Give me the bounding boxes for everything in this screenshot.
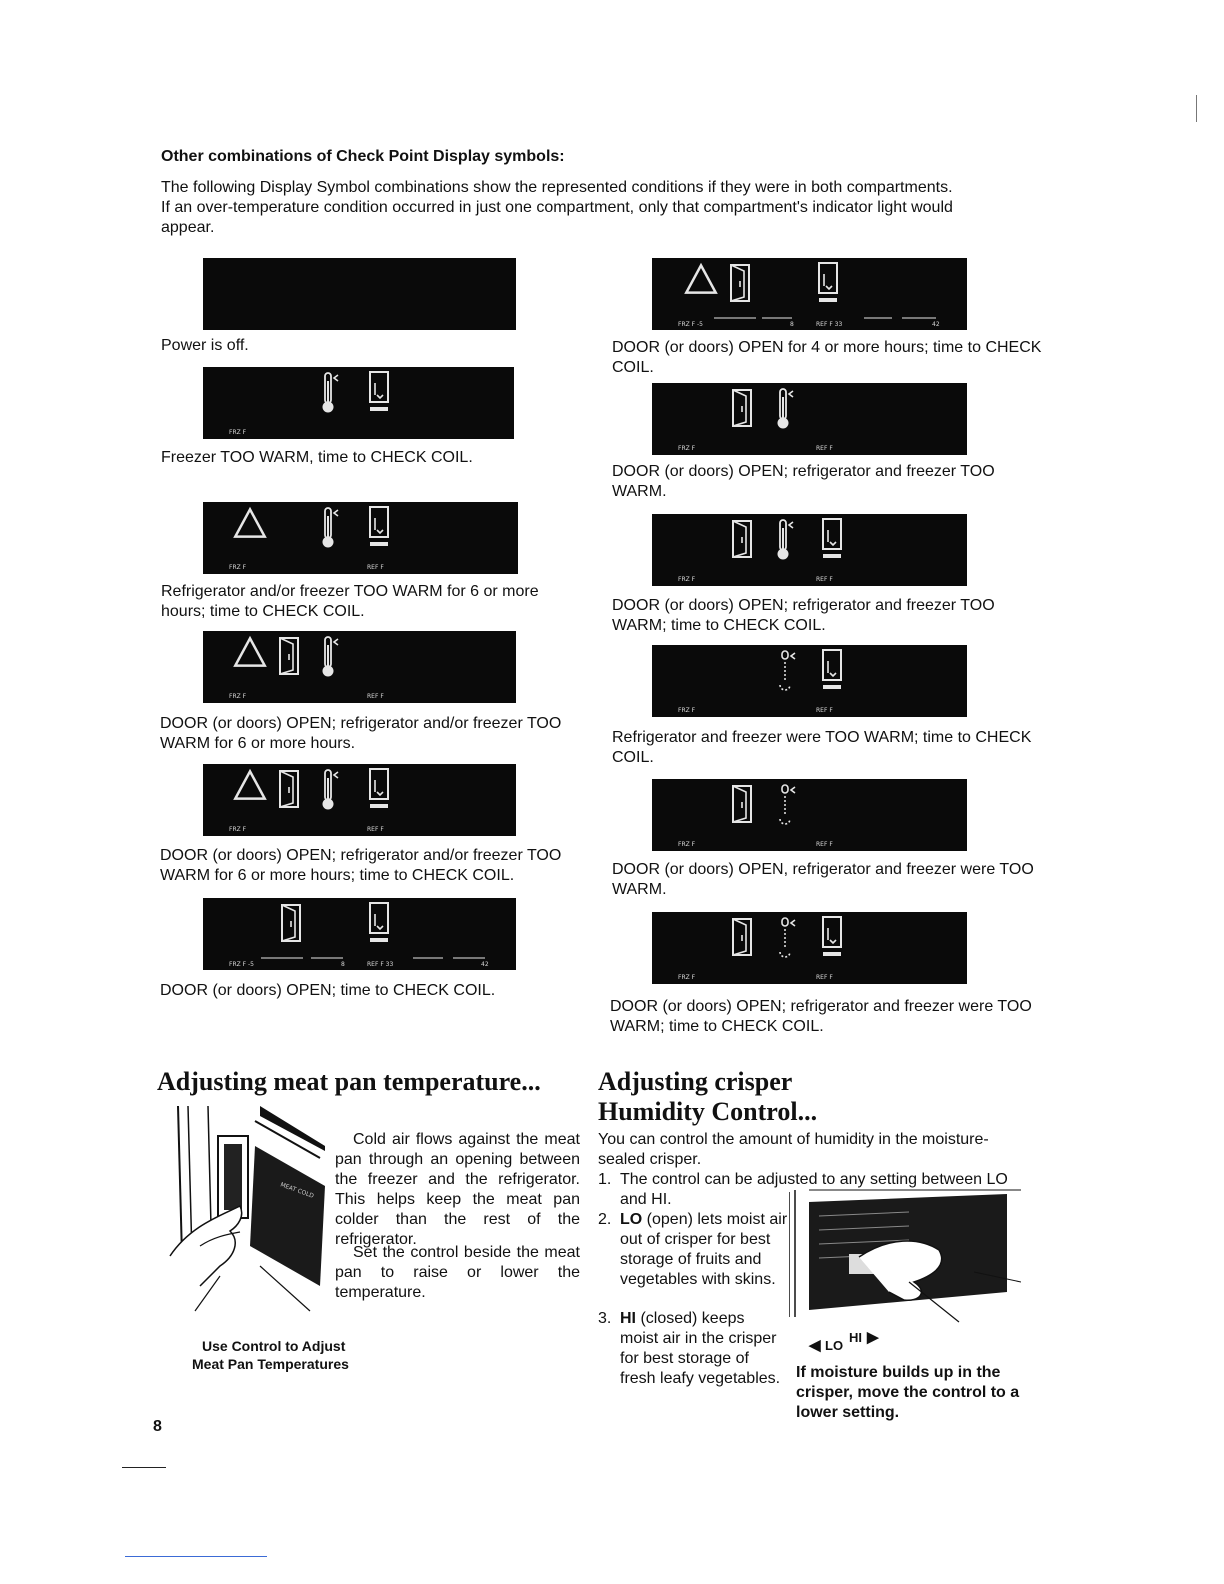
display-caption: Refrigerator and/or freezer TOO WARM for 6 or more hours; time to CHECK COIL.	[161, 583, 539, 620]
thermometer-icon	[323, 637, 339, 677]
dotted-thermometer-icon	[780, 651, 795, 690]
meat-pan-paragraph-1: Cold air flows against the meat pan through an opening between the freezer and the refrigerator. This helps keep the meat pan colder than the rest of the refrigerator.	[335, 1131, 580, 1248]
frz-label: FRZ F	[678, 707, 696, 714]
display-caption: DOOR (or doors) OPEN; refrigerator and/or freezer TOO WARM for 6 or more hours.	[160, 715, 562, 752]
frz-label: FRZ F	[229, 564, 247, 571]
display-caption: DOOR (or doors) OPEN; refrigerator and freezer TOO WARM.	[612, 463, 995, 500]
ref-scale-label: REF F 33	[367, 961, 394, 968]
check-coil-icon	[823, 650, 841, 689]
frz-scale-end: 8	[790, 321, 794, 328]
crisper-item-text: (closed) keeps moist air in the crisper for best storage of fresh leafy vegetables.	[620, 1310, 781, 1387]
check-coil-icon	[370, 372, 388, 411]
ref-scale-end: 42	[481, 961, 489, 968]
thermometer-icon	[323, 373, 339, 413]
section-intro: The following Display Symbol combinations show the represented conditions if they were in both compartments. If an over-temperature condition occurred in just one compartment, only that compartment's indicator light would appear.	[161, 179, 953, 236]
triangle-icon	[235, 509, 264, 536]
crisper-item-hi	[620, 1309, 785, 1389]
check-coil-icon	[823, 519, 841, 558]
meat-cold-label: MEAT COLD	[279, 1181, 315, 1200]
display-panel-power-off	[203, 258, 516, 330]
check-coil-icon	[370, 903, 388, 942]
frz-scale-label: FRZ F -5	[678, 321, 703, 328]
hi-label: HI	[620, 1310, 636, 1327]
door-icon	[282, 905, 300, 941]
triangle-icon	[235, 638, 264, 665]
crisper-item-number: 1.	[598, 1171, 612, 1188]
footer-rule-blue	[125, 1556, 267, 1557]
door-icon	[280, 638, 298, 674]
display-panel-door-coil	[203, 898, 516, 970]
dotted-thermometer-icon	[780, 785, 795, 824]
ref-label: REF F	[816, 841, 833, 848]
thermometer-icon	[323, 508, 339, 548]
door-icon	[731, 265, 749, 301]
svg-text:▶: ▶	[867, 1329, 879, 1346]
frz-label: FRZ F	[229, 826, 247, 833]
ref-label: REF F	[816, 707, 833, 714]
display-caption: DOOR (or doors) OPEN; refrigerator and/or freezer TOO WARM for 6 or more hours; time to CHECK COIL.	[160, 847, 562, 884]
ref-scale-label: REF F 33	[816, 321, 843, 328]
ref-label: REF F	[816, 576, 833, 583]
door-icon	[733, 390, 751, 426]
lo-label: LO	[620, 1211, 643, 1228]
display-panel-warm-6h-coil	[203, 502, 518, 574]
frz-label: FRZ F	[229, 693, 247, 700]
crisper-item-number: 3.	[598, 1310, 612, 1327]
meat-pan-caption-line2: Meat Pan Temperatures	[192, 1356, 349, 1372]
ref-label: REF F	[816, 445, 833, 452]
display-caption: DOOR (or doors) OPEN; refrigerator and freezer TOO WARM; time to CHECK COIL.	[612, 597, 995, 634]
thermometer-icon	[778, 520, 794, 560]
display-panel-were-warm-coil	[652, 645, 967, 717]
crisper-item-text: (open) lets moist air out of crisper for best storage of fruits and vegetables with skins.	[620, 1211, 788, 1288]
ref-label: REF F	[816, 974, 833, 981]
crisper-item-lo	[620, 1210, 788, 1290]
check-coil-icon	[370, 507, 388, 546]
crisper-note: If moisture builds up in the crisper, move the control to a lower setting.	[796, 1364, 1020, 1421]
crisper-item-number: 2.	[598, 1211, 612, 1228]
crisper-hi-label: HI	[849, 1330, 862, 1345]
crisper-item-text: The control can be adjusted to any setting between LO and HI.	[620, 1171, 1008, 1208]
triangle-icon	[235, 771, 264, 798]
frz-label: FRZ F	[678, 974, 696, 981]
dotted-thermometer-icon	[780, 918, 795, 957]
ref-scale-end: 42	[932, 321, 940, 328]
crisper-illustration	[789, 1182, 1021, 1360]
display-caption: Power is off.	[161, 337, 249, 354]
thermometer-icon	[778, 389, 794, 429]
frz-scale-end: 8	[341, 961, 345, 968]
check-coil-icon	[819, 263, 837, 302]
display-caption: Freezer TOO WARM, time to CHECK COIL.	[161, 449, 473, 466]
display-panel-door-were-warm-coil	[652, 912, 967, 984]
crisper-intro: You can control the amount of humidity in the moisture-sealed crisper.	[598, 1131, 989, 1168]
crisper-lo-label: LO	[825, 1338, 844, 1353]
display-panel-door-warm	[652, 383, 967, 455]
display-panel-door-4h-coil	[652, 258, 967, 330]
crisper-heading-line1: Adjusting crisper	[598, 1067, 793, 1096]
meat-pan-heading: Adjusting meat pan temperature...	[157, 1067, 541, 1096]
door-icon	[733, 919, 751, 955]
door-icon	[733, 786, 751, 822]
door-icon	[733, 521, 751, 557]
display-panel-door-were-warm	[652, 779, 967, 851]
frz-label: FRZ F	[678, 445, 696, 452]
ref-label: REF F	[367, 693, 384, 700]
display-caption: DOOR (or doors) OPEN; time to CHECK COIL.	[160, 982, 496, 999]
display-panel-freezer-warm	[203, 367, 514, 439]
display-caption: Refrigerator and freezer were TOO WARM; time to CHECK COIL.	[612, 729, 1032, 766]
display-caption: DOOR (or doors) OPEN, refrigerator and freezer were TOO WARM.	[612, 861, 1034, 898]
margin-mark	[1196, 95, 1197, 122]
display-panel-door-warm-6h-coil	[203, 764, 516, 836]
display-caption: DOOR (or doors) OPEN; refrigerator and freezer were TOO WARM; time to CHECK COIL.	[610, 998, 1032, 1035]
meat-pan-paragraph-2: Set the control beside the meat pan to raise or lower the temperature.	[335, 1244, 580, 1301]
check-coil-icon	[370, 769, 388, 808]
frz-scale-label: FRZ F -5	[229, 961, 254, 968]
meat-pan-illustration	[160, 1106, 335, 1318]
section-heading: Other combinations of Check Point Display symbols:	[161, 148, 565, 165]
frz-label: FRZ F	[678, 576, 696, 583]
meat-pan-caption-line1: Use Control to Adjust	[202, 1338, 346, 1354]
display-panel-door-warm-6h	[203, 631, 516, 703]
frz-label: FRZ F	[229, 429, 247, 436]
triangle-icon	[686, 265, 715, 292]
display-panel-door-warm-coil	[652, 514, 967, 586]
page-number: 8	[153, 1418, 162, 1435]
frz-label: FRZ F	[678, 841, 696, 848]
svg-text:◀: ◀	[809, 1337, 821, 1354]
ref-label: REF F	[367, 826, 384, 833]
footer-rule	[122, 1467, 166, 1468]
ref-label: REF F	[367, 564, 384, 571]
display-caption: DOOR (or doors) OPEN for 4 or more hours; time to CHECK COIL.	[612, 339, 1042, 376]
thermometer-icon	[323, 770, 339, 810]
door-icon	[280, 771, 298, 807]
check-coil-icon	[823, 917, 841, 956]
crisper-heading-line2: Humidity Control...	[598, 1097, 818, 1126]
